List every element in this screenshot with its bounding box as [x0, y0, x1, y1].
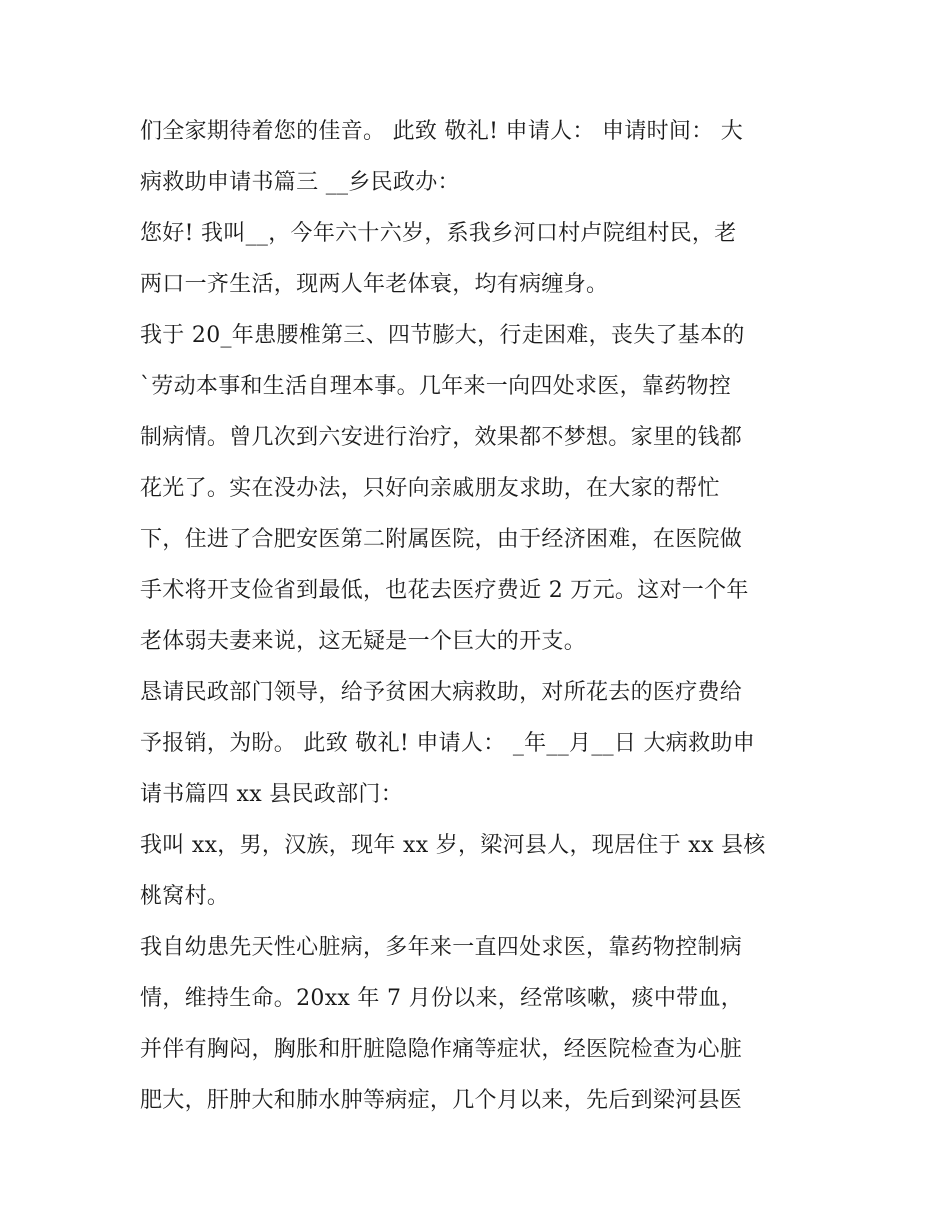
text-line: 手术将开支俭省到最低，也花去医疗费近 2 万元。这对一个年: [140, 578, 749, 603]
text-line: 下，住进了合肥安医第二附属医院，由于经济困难，在医院做: [140, 527, 743, 552]
text-line: 情，维持生命。20xx 年 7 月份以来，经常咳嗽，痰中带血，: [140, 986, 744, 1011]
text-line: 我自幼患先天性心脏病，多年来一直四处求医，靠药物控制病: [140, 935, 743, 960]
text-line: 两口一齐生活，现两人年老体衰，均有病缠身。: [140, 272, 609, 297]
text-line: 请书篇四 xx 县民政部门：: [140, 782, 404, 807]
text-line: 桃窝村。: [140, 884, 230, 909]
text-line: 我于 20_年患腰椎第三、四节膨大，行走困难，丧失了基本的: [140, 323, 745, 348]
text-line: 制病情。曾几次到六安进行治疗，效果都不梦想。家里的钱都: [140, 425, 743, 450]
text-line: `劳动本事和生活自理本事。几年来一向四处求医，靠药物控: [140, 374, 732, 399]
text-line: 肥大，肝肿大和肺水肿等病症，几个月以来，先后到梁河县医: [140, 1088, 743, 1113]
text-line: 予报销，为盼。 此致 敬礼! 申请人： _年__月__日 大病救助申: [140, 731, 756, 756]
text-line: 老体弱夫妻来说，这无疑是一个巨大的开支。: [140, 629, 587, 654]
text-line: 您好! 我叫__，今年六十六岁，系我乡河口村卢院组村民，老: [140, 221, 737, 246]
text-line: 恳请民政部门领导，给予贫困大病救助，对所花去的医疗费给: [140, 680, 743, 705]
text-line: 我叫 xx，男，汉族，现年 xx 岁，梁河县人，现居住于 xx 县核: [140, 833, 766, 858]
document-body: [140, 106, 840, 1126]
text-line: 花光了。实在没办法，只好向亲戚朋友求助，在大家的帮忙: [140, 476, 720, 501]
text-line: 们全家期待着您的佳音。 此致 敬礼! 申请人： 申请时间： 大: [140, 119, 744, 144]
text-line: 病救助申请书篇三 __乡民政办：: [140, 170, 460, 195]
text-line: 并伴有胸闷，胸胀和肝脏隐隐作痛等症状，经医院检查为心脏: [140, 1037, 743, 1062]
